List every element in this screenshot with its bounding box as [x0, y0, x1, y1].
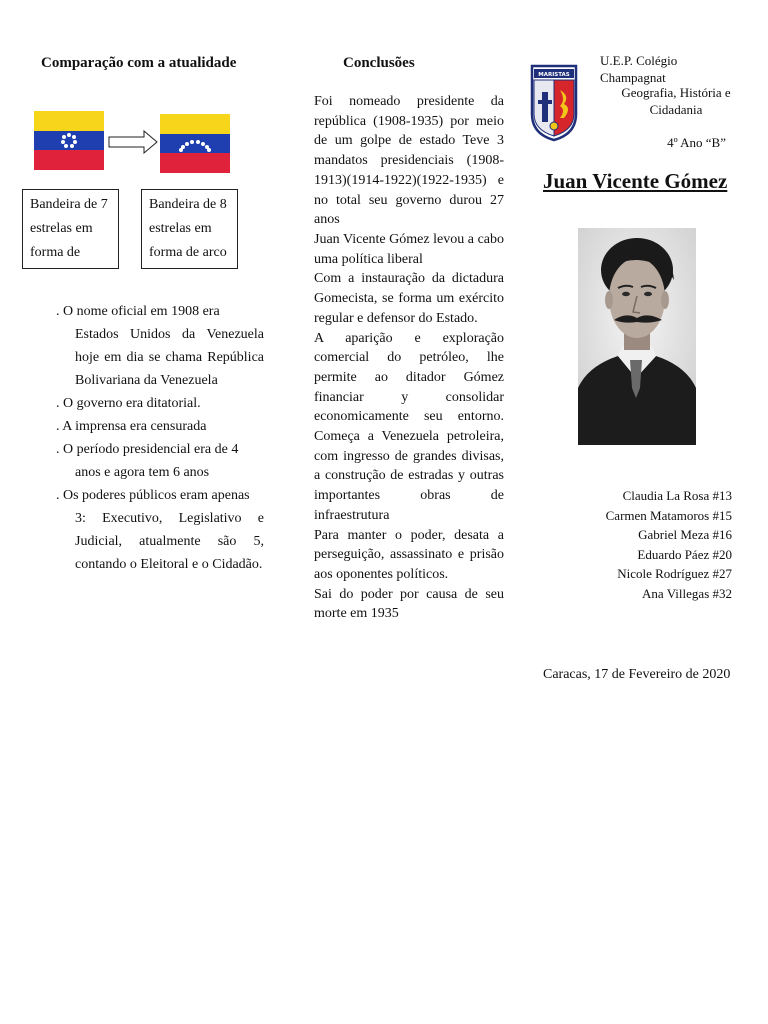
- school-emblem-logo: [530, 62, 578, 142]
- conclusion-item: A aparição e exploração comercial do petróleo, lhe permite ao ditador Gómez financiar y consolidar economicamente seu entorno. Começa a Venezuela petroleira, com ingresso de grandes divisas, a construção de estradas y outras importantes obras de infraestrutura: [314, 330, 504, 523]
- flag-star-icon: [67, 133, 71, 137]
- fact-item: . O governo era ditatorial.: [56, 396, 201, 411]
- student-name: Carmen Matamoros #15: [605, 507, 732, 523]
- comparison-heading: Comparação com a atualidade: [41, 55, 237, 71]
- grade-label: 4º Ano “B”: [667, 135, 726, 150]
- portrait-photo: [578, 228, 696, 445]
- date-line: Caracas, 17 de Fevereiro de 2020: [543, 667, 731, 682]
- flag-star-icon: [64, 144, 68, 148]
- conclusion-item: Juan Vicente Gómez levou a cabo uma política liberal: [314, 231, 504, 267]
- flag-star-icon: [73, 140, 77, 144]
- flag-8-stars-image: [160, 114, 230, 173]
- school-name: U.E.P. Colégio Champagnat: [600, 53, 678, 85]
- conclusions-list: [298, 92, 504, 624]
- student-name: Eduardo Páez #20: [637, 546, 732, 562]
- student-name: Nicole Rodríguez #27: [617, 566, 732, 582]
- conclusions-heading: Conclusões: [343, 55, 415, 71]
- svg-text:MARISTAS: MARISTAS: [538, 72, 570, 78]
- caption-old-flag: Bandeira de 7 estrelas em forma de: [22, 189, 119, 269]
- conclusion-item: Foi nomeado presidente da república (1908-1935) por meio de um golpe de estado Teve 3 mandatos presidenciais (1908-1913)(1914-1922)(1922-1935) e no total seu governo durou 27 anos: [314, 94, 504, 228]
- fact-item: . Os poderes públicos eram apenas 3: Executivo, Legislativo e Judicial, atualmente são 5, contando o Eleitoral e o Cidadão.: [56, 488, 264, 572]
- flag-star-icon: [190, 140, 194, 144]
- arrow-right-icon: [108, 130, 158, 154]
- flag-star-icon: [179, 148, 183, 152]
- conclusion-item: Com a instauração da dictadura Gomecista, se forma um exército regular e defensor do Estado.: [314, 271, 504, 326]
- flag-star-icon: [61, 140, 65, 144]
- conclusion-item: Sai do poder por causa de seu morte em 1935: [314, 586, 504, 622]
- page-title: Juan Vicente Gómez: [543, 169, 728, 193]
- fact-item: . A imprensa era censurada: [56, 419, 207, 434]
- conclusion-item: Para manter o poder, desata a perseguição, assassinato e prisão aos oponentes políticos.: [314, 527, 504, 582]
- flag-star-icon: [207, 148, 211, 152]
- flag-star-icon: [72, 135, 76, 139]
- students-list: [590, 486, 732, 604]
- flag-star-icon: [185, 142, 189, 146]
- student-name: Gabriel Meza #16: [638, 527, 732, 543]
- fact-item: . O nome oficial em 1908 era Estados Unidos da Venezuela hoje em dia se chama República Bolivariana da Venezuela: [56, 304, 264, 388]
- fact-item: . O período presidencial era de 4 anos e agora tem 6 anos: [56, 442, 239, 480]
- flag-7-stars-image: [34, 111, 104, 170]
- subject-label: Geografia, História e Cidadania: [621, 85, 731, 117]
- flag-star-icon: [70, 144, 74, 148]
- student-name: Ana Villegas #32: [642, 585, 732, 601]
- caption-new-flag: Bandeira de 8 estrelas em forma de arco: [141, 189, 238, 269]
- flag-star-icon: [62, 135, 66, 139]
- comparison-facts-list: [56, 300, 264, 576]
- student-name: Claudia La Rosa #13: [622, 488, 732, 503]
- flag-star-icon: [196, 140, 200, 144]
